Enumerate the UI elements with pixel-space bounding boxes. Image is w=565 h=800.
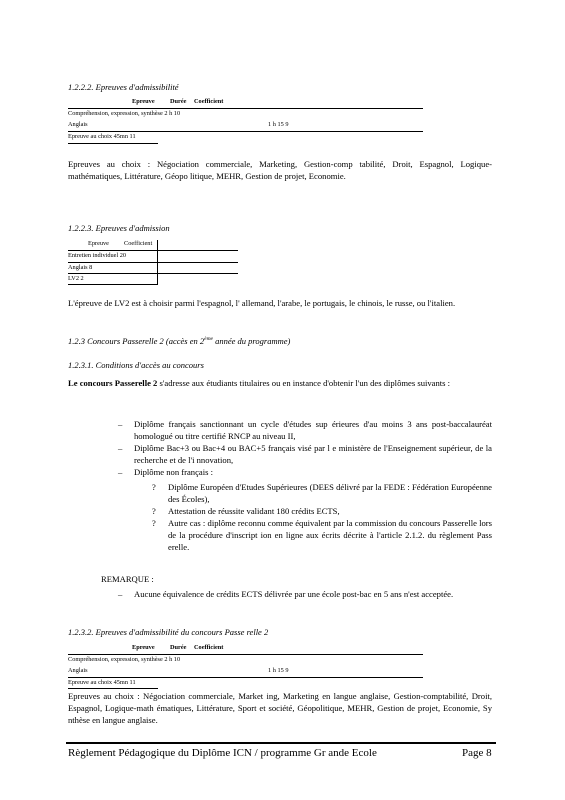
table-rule [68,108,423,109]
table-rule [68,284,158,285]
paragraph-intro [68,377,492,389]
table-rule [157,240,158,285]
paragraph-epreuves-au-choix: Epreuves au choix : Négociation commerciale, Marketing, Gestion-comp tabilité, Droit, Espagnol, Logique-mathématiques, Littérature, Géopo litique, MEHR, Gestion de projet, Economie. [68,159,492,181]
remarque-label: REMARQUE : [101,574,154,584]
paragraph-lv2: L'épreuve de LV2 est à choisir parmi l'espagnol, l' allemand, l'arabe, le portugais, le chinois, le russe, ou l'italien. [68,298,456,308]
list-item: – Diplôme Bac+3 ou Bac+4 ou BAC+5 français visé par l e ministère de l'Enseignement supérieur, de la recherche et de l'i nnovation, [118,442,492,466]
table-rule [68,262,238,263]
table-row: LV2 2 [68,275,84,282]
section-heading-1-2-3-2: 1.2.3.2. Epreuves d'admissibilité du concours Passe relle 2 [68,627,269,637]
table-row: Anglais [68,667,88,674]
page-number: Page 8 [462,747,492,759]
section-heading-1-2-2-3: 1.2.2.3. Epreuves d'admission [68,223,170,233]
footer-title: Règlement Pédagogique du Diplôme ICN / programme Gr ande Ecole [68,747,377,759]
table-rule [68,250,238,251]
table-rule [68,273,238,274]
table-row: Anglais [68,121,88,128]
table-cell-anglais-value: 1 h 15 9 [268,121,289,128]
heading-text: année du programme) [215,336,291,346]
admission-table [68,240,238,286]
table-header-coefficient: Coefficient [194,644,224,651]
remarque-list [118,588,492,600]
table-rule [68,654,423,655]
intro-bold: Le concours Passerelle 2 [68,378,158,388]
list-item: – Diplôme non français : [118,466,492,478]
table-row: Anglais 8 [68,264,93,271]
list-item: – Aucune équivalence de crédits ECTS délivrée par une école post-bac en 5 ans n'est acceptée. [118,588,492,600]
paragraph-epreuves-au-choix-2: Epreuves au choix : Négociation commerciale, Market ing, Marketing en langue anglaise, Gestion-comptabilité, Droit, Espagnol, Logique-math ématiques, Littérature, Sport et société, Géopolitique, MEHR, Gestion de projet, Economie, Sy nthèse en langue anglaise. [68,691,492,725]
table-header-epreuve: Epreuve [132,644,155,651]
admissibility-table-1 [68,98,423,148]
table-row: Entretien individuel 20 [68,252,127,259]
table-header-coefficient: Coefficient [194,98,224,105]
section-heading-1-2-2-2: 1.2.2.2. Epreuves d'admissibilité [68,82,179,92]
section-heading-1-2-3 [68,336,290,346]
footer-rule [66,742,496,744]
intro-text: s'adresse aux étudiants titulaires ou en instance d'obtenir l'un des diplômes suivants : [157,378,451,388]
heading-text: 1.2.3 Concours Passerelle 2 (accès en 2 [68,336,205,346]
foreign-diploma-sublist [152,481,492,553]
list-item: ? Diplôme Européen d'Etudes Supérieures (DEES délivré par la FEDE : Fédération Européenne des Écoles), [152,481,492,505]
table-row: Epreuve au choix 45mn 11 [68,679,136,686]
section-heading-1-2-3-1: 1.2.3.1. Conditions d'accès au concours [68,360,204,370]
list-item: ? Attestation de réussite validant 180 crédits ECTS, [152,505,492,517]
diploma-list [118,418,492,478]
table-rule [68,143,158,144]
list-item: – Diplôme français sanctionnant un cycle d'études sup érieures d'au moins 3 ans post-baccalauréat homologué ou titre certifié RNCP au niveau II, [118,418,492,442]
table-row: Compréhension, expression, synthèse 2 h 10 [68,110,181,117]
admissibility-table-2 [68,644,423,690]
table-header-duree: Durée [170,644,187,651]
table-row: Compréhension, expression, synthèse 2 h 10 [68,656,181,663]
table-rule [68,677,423,678]
table-rule [68,688,158,689]
table-cell-anglais-value: 1 h 15 9 [268,667,289,674]
table-rule [68,131,423,132]
heading-superscript: ème [204,336,213,343]
table-header-duree: Durée [170,98,187,105]
table-header-epreuve: Epreuve [88,240,109,247]
list-item: ? Autre cas : diplôme reconnu comme équivalent par la commission du concours Passerelle lors de la procédure d'inscript ion en ligne aux écrits décrite à l'article 2.1.2. du règlement Pass erelle. [152,517,492,553]
table-header-coefficient: Coefficient [124,240,153,247]
table-header-epreuve: Epreuve [132,98,155,105]
table-row: Epreuve au choix 45mn 11 [68,133,136,140]
